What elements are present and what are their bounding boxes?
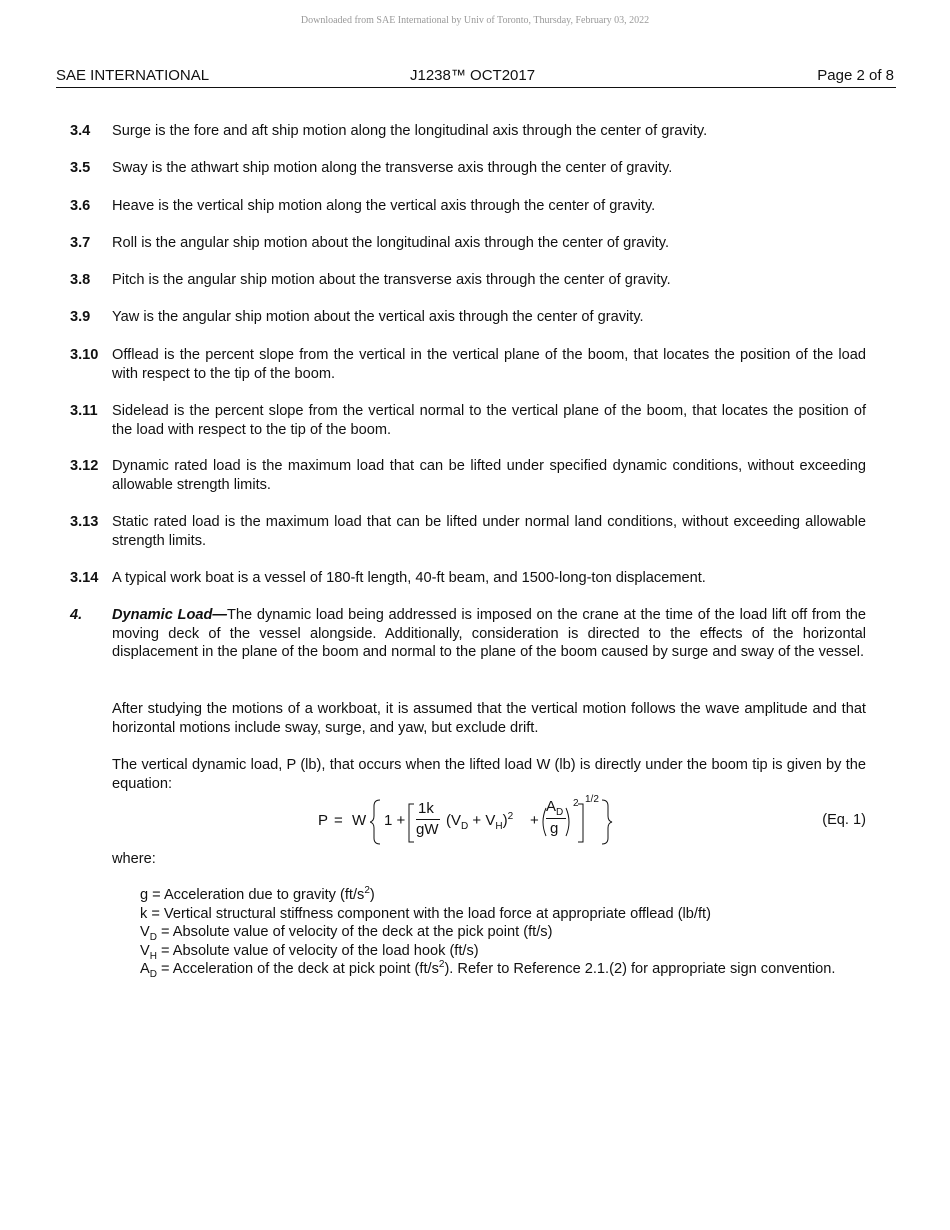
variable-ad — [140, 960, 866, 979]
eq-one-plus: 1 + — [384, 812, 406, 829]
workboat-motion-paragraph: After studying the motions of a workboat, it is assumed that the vertical motion follows the wave amplitude and that horizontal motions include sway, surge, and yaw, but exclude drift. — [112, 701, 866, 736]
definition-text: Offlead is the percent slope from the vertical in the vertical plane of the boom, that locates the position of the load with respect to the tip of the boom. — [112, 347, 866, 382]
section-number: 3.8 — [70, 272, 91, 288]
definition-text: Surge is the fore and aft ship motion along the longitudinal axis through the center of gravity. — [112, 123, 708, 139]
eq-ad-sub: D — [556, 807, 564, 818]
section-number: 3.14 — [70, 570, 99, 586]
definition-text: Dynamic rated load is the maximum load that can be lifted under specified dynamic conditions, without exceeding allowable strength limits. — [112, 458, 866, 493]
eq-vh-sub: H — [495, 821, 503, 832]
eq-vh: V — [485, 812, 496, 829]
equation-label: (Eq. 1) — [822, 812, 866, 828]
variable-symbol: k — [140, 905, 148, 922]
eq-vd-sub: D — [461, 821, 469, 832]
variable-description: = Acceleration due to gravity (ft/s — [148, 887, 365, 903]
variable-description: = Absolute value of velocity of the load hook (ft/s) — [156, 942, 479, 959]
variable-description-tail: ) — [369, 887, 375, 903]
eq-vd-group: $(V_D + V_H)^2$ — [446, 811, 514, 832]
variable-symbol: V — [140, 942, 150, 959]
header-document-id: J1238™ OCT2017 — [410, 67, 536, 84]
definition-text: A typical work boat is a vessel of 180-ft length, 40-ft beam, and 1500-long-ton displacement. — [112, 570, 706, 586]
eq-half-power: 1/2 — [585, 794, 599, 805]
section-number: 3.10 — [70, 347, 99, 363]
variable-k — [140, 905, 866, 924]
eq-lhs-p: P — [318, 812, 329, 829]
vertical-load-paragraph: The vertical dynamic load, P (lb), that occurs when the lifted load W (lb) is directly under the boom tip is given by the equation: — [112, 757, 866, 792]
eq-equals: = — [334, 812, 343, 829]
variable-subscript: D — [149, 932, 157, 944]
definition-3-14 — [70, 569, 866, 588]
definition-3-8 — [70, 271, 866, 290]
definition-text: Static rated load is the maximum load that can be lifted under normal land conditions, without exceeding allowable strength limits. — [112, 514, 866, 549]
section-number: 3.6 — [70, 198, 91, 214]
variable-description: = Acceleration of the deck at pick point (ft/s — [156, 961, 439, 978]
section-4-intro — [112, 606, 866, 662]
section-number: 3.4 — [70, 123, 91, 139]
variable-subscript: D — [149, 969, 157, 981]
definition-text: Yaw is the angular ship motion about the vertical axis through the center of gravity. — [112, 309, 644, 325]
eq-ad: A — [546, 798, 557, 815]
download-watermark: Downloaded from SAE International by Univ of Toronto, Thursday, February 03, 2022 — [300, 15, 650, 26]
section-number: 3.7 — [70, 235, 91, 251]
variable-symbol: A — [140, 961, 150, 978]
eq-frac2-denominator: g — [550, 820, 559, 837]
section-number: 3.12 — [70, 458, 99, 474]
definition-text: Heave is the vertical ship motion along the vertical axis through the center of gravity. — [112, 198, 656, 214]
variable-vh — [140, 942, 866, 961]
eq-frac1-numerator: 1k — [418, 800, 434, 817]
equation-1 — [318, 796, 638, 848]
eq-frac2-bar — [546, 818, 566, 819]
definition-text: Pitch is the angular ship motion about the transverse axis through the center of gravity. — [112, 272, 671, 288]
definition-text: Sidelead is the percent slope from the vertical normal to the vertical plane of the boom, that locates the position of the load with respect to the tip of the boom. — [112, 403, 866, 438]
eq-plus: + — [472, 812, 482, 829]
section-number: 3.9 — [70, 309, 91, 325]
section-4-intro-text: The dynamic load being addressed is imposed on the crane at the time of the load lift off from the moving deck of the vessel alongside. Additionally, consideration is directed to the effects of the horizontal displacement in the plane of the boom and normal to the plane of the boom caused by surge and sway of the vessel. — [112, 607, 866, 661]
definition-3-11 — [70, 402, 866, 439]
header-page-number: Page 2 of 8 — [817, 67, 894, 84]
section-number: 3.5 — [70, 160, 91, 176]
section-4-title: Dynamic Load— — [112, 607, 227, 623]
where-label: where: — [112, 851, 156, 867]
section-4-dynamic-load — [70, 606, 866, 662]
variable-g — [140, 886, 866, 905]
variable-description: = Vertical structural stiffness component with the load force at appropriate offlead (lb/ft) — [147, 905, 711, 922]
header-publisher: SAE INTERNATIONAL — [56, 67, 210, 84]
variable-description: = Absolute value of velocity of the deck at the pick point (ft/s) — [156, 924, 553, 941]
eq-plus-2: + — [530, 812, 539, 829]
eq-square-1: 2 — [507, 811, 514, 822]
section-number: 3.11 — [70, 403, 98, 419]
running-header — [56, 67, 896, 88]
eq-frac2-numerator — [546, 798, 564, 818]
eq-w: W — [352, 812, 367, 829]
section-number: 4. — [70, 607, 83, 623]
definition-3-12 — [70, 457, 866, 494]
definition-3-7 — [70, 234, 866, 253]
variable-superscript: 2 — [364, 885, 370, 897]
variable-definitions — [140, 886, 866, 979]
definition-3-6 — [70, 197, 866, 216]
eq-frac1-denominator: gW — [416, 821, 439, 838]
definition-3-9 — [70, 308, 866, 327]
variable-superscript: 2 — [438, 959, 445, 971]
definition-text: Roll is the angular ship motion about the longitudinal axis through the center of gravity. — [112, 235, 670, 251]
eq-frac1-bar — [416, 819, 440, 820]
variable-subscript: H — [149, 950, 157, 962]
variable-description-tail: ). Refer to Reference 2.1.(2) for appropriate sign convention. — [444, 961, 836, 978]
eq-vd: V — [451, 812, 462, 829]
definition-3-4 — [70, 122, 866, 141]
eq-square-2: 2 — [573, 798, 579, 809]
variable-symbol: V — [140, 924, 150, 941]
definition-3-5 — [70, 159, 866, 178]
variable-vd — [140, 923, 866, 942]
definition-text: Sway is the athwart ship motion along the transverse axis through the center of gravity. — [112, 160, 673, 176]
section-number: 3.13 — [70, 514, 99, 530]
definition-3-13 — [70, 513, 866, 550]
variable-symbol: g — [140, 887, 149, 903]
definition-3-10 — [70, 346, 866, 383]
